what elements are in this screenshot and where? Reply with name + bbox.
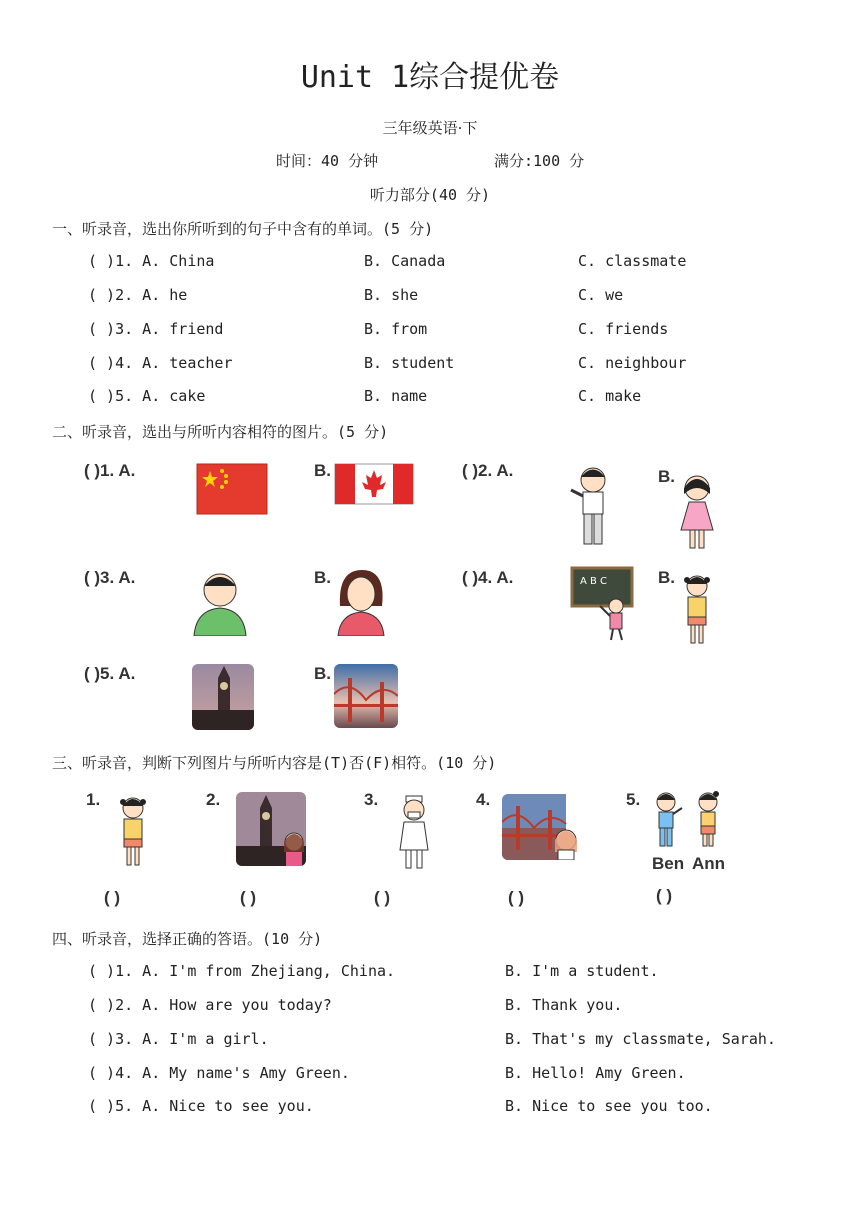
s1-q4-c: C. neighbour [578,354,687,372]
boy-waving-icon [566,462,612,552]
s1-q5-c: C. make [578,387,642,405]
s2-q4-label: ( )4. A. [462,568,514,587]
s1-q4-b: B. student [364,354,455,372]
s1-q5-b: B. name [364,387,428,405]
s3-num-2: 2. [206,790,221,809]
s4-q2-a: ( )2. A. How are you today? [88,996,332,1014]
big-ben-photo-icon [192,664,254,730]
s4-q3-a: ( )3. A. I'm a girl. [88,1030,269,1048]
s2-q1-label: ( )1. A. [84,461,136,480]
s1-q1-c: C. classmate [578,252,687,270]
girl-pink-dress-icon [676,472,718,552]
s4-q1-b: B. I'm a student. [505,962,659,980]
s3-num-4: 4. [476,790,491,809]
s1-q2-b: B. she [364,286,419,304]
s4-q1-a: ( )1. A. I'm from Zhejiang, China. [88,962,396,980]
section2-heading: 二、听录音，选出与所听内容相符的图片。(5 分) [52,423,389,441]
section3-heading: 三、听录音，判断下列图片与所听内容是(T)否(F)相符。(10 分) [52,754,497,772]
s1-q4-a: ( )4. A. teacher [88,354,233,372]
s3-answer-3[interactable]: ( ) [374,888,391,907]
canada-flag-icon [334,463,414,505]
s2-q3-b-label: B. [314,568,331,587]
exam-time: 时间：40 分钟 [276,152,379,170]
s3-answer-2[interactable]: ( ) [240,888,257,907]
s3-num-3: 3. [364,790,379,809]
s4-q3-b: B. That's my classmate, Sarah. [505,1030,776,1048]
s3-answer-4[interactable]: ( ) [508,888,525,907]
subtitle: 三年级英语·下 [382,119,478,137]
s4-q4-b: B. Hello! Amy Green. [505,1064,686,1082]
section1-heading: 一、听录音，选出你所听到的句子中含有的单词。(5 分) [52,220,434,238]
s2-q3-label: ( )3. A. [84,568,136,587]
s1-q5-a: ( )5. A. cake [88,387,206,405]
name-ben: Ben [652,854,685,873]
name-ann: Ann [692,854,726,873]
s1-q2-c: C. we [578,286,624,304]
s4-q5-b: B. Nice to see you too. [505,1097,713,1115]
section4-heading: 四、听录音，选择正确的答语。(10 分) [52,930,323,948]
china-flag-icon [196,463,268,515]
s2-q5-b-label: B. [314,664,331,683]
girl-schoolbag-icon [116,794,150,868]
exam-score: 满分:100 分 [494,152,585,170]
s1-q3-a: ( )3. A. friend [88,320,224,338]
teacher-at-blackboard-icon [570,566,636,642]
woman-portrait-icon [334,566,388,636]
s1-q3-c: C. friends [578,320,669,338]
s3-answer-1[interactable]: ( ) [104,888,121,907]
s4-q2-b: B. Thank you. [505,996,623,1014]
s2-q4-b-label: B. [658,568,675,587]
ben-and-ann-icon [650,790,726,850]
golden-gate-girl-photo-icon [502,794,580,860]
s4-q4-a: ( )4. A. My name's Amy Green. [88,1064,350,1082]
s2-q5-label: ( )5. A. [84,664,136,683]
s3-num-5: 5. [626,790,641,809]
s1-q1-b: B. Canada [364,252,446,270]
boy-portrait-icon [188,566,252,636]
s3-answer-5[interactable]: ( ) [656,886,673,905]
s4-q5-a: ( )5. A. Nice to see you. [88,1097,314,1115]
page-title: Unit 1综合提优卷 [300,60,560,95]
nurse-icon [394,792,434,870]
s2-q2-b-label: B. [658,467,675,486]
big-ben-girl-photo-icon [236,792,306,866]
s3-num-1: 1. [86,790,101,809]
girl-schoolbag-icon [680,572,714,646]
s2-q1-b-label: B. [314,461,331,480]
golden-gate-photo-icon [334,664,398,728]
board-text: A B C [580,576,608,587]
listening-part-heading: 听力部分(40 分) [369,186,491,204]
s1-q1-a: ( )1. A. China [88,252,215,270]
s1-q3-b: B. from [364,320,428,338]
s2-q2-label: ( )2. A. [462,461,514,480]
s1-q2-a: ( )2. A. he [88,286,188,304]
